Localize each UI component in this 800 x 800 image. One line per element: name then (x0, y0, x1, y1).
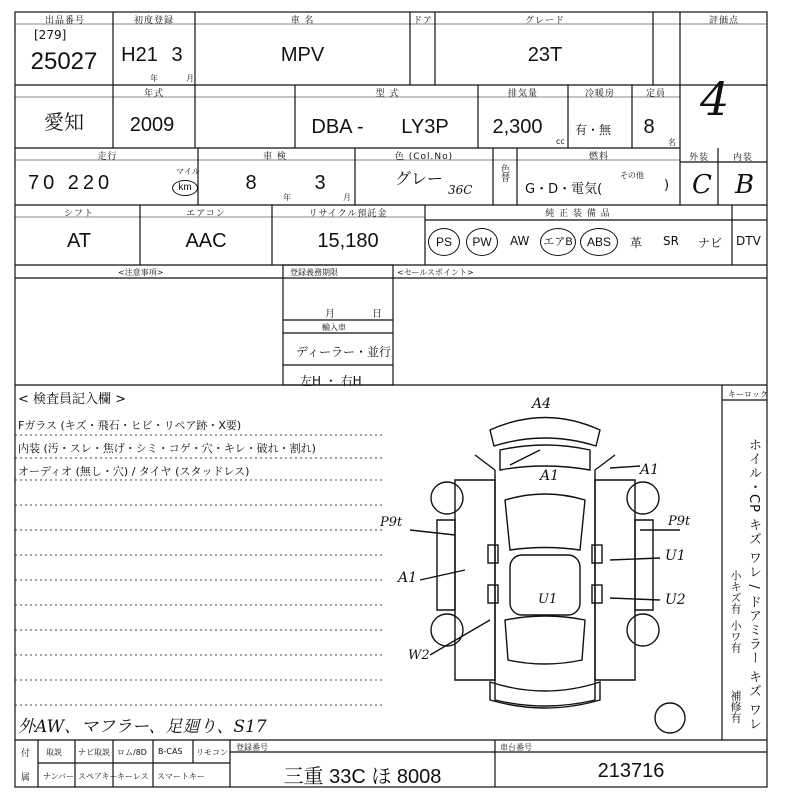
mark-u1-right: U1 (665, 548, 686, 564)
first-reg-label: 初度登録 (133, 16, 174, 26)
car-name: MPV (280, 44, 325, 66)
exterior-grade: C (692, 170, 712, 200)
model-code: LY3P (401, 116, 449, 138)
opt-remote: リモコン (196, 748, 228, 757)
shaken-year: 8 (245, 172, 257, 194)
ownership-day: 日 (372, 309, 382, 320)
import-label: 輸入車 (322, 323, 346, 332)
legend-small-scratch: 小キズ有 (729, 570, 742, 614)
accessory-label-1: 付 (21, 749, 31, 759)
equip-leather: 革 (630, 236, 643, 250)
prefecture: 愛知 (44, 112, 84, 134)
aircon-value: AAC (185, 230, 227, 252)
opt-navi-manual: ナビ取説 (78, 748, 110, 757)
equip-pw: PW (466, 228, 498, 256)
cc-unit: cc (556, 137, 565, 146)
equip-sr: SR (663, 234, 679, 248)
recycle-label: リサイクル預託金 (308, 209, 388, 219)
equip-airbag: エアB (540, 228, 576, 256)
key-lock-label: キーロック (728, 390, 768, 399)
opt-bcas: B-CAS (158, 747, 183, 756)
door-label: ドア (413, 16, 433, 26)
lot-no-label: 出品番号 (44, 16, 85, 26)
opt-keyless: キーレス (117, 772, 149, 781)
shift-value: AT (66, 230, 92, 252)
equip-dtv: DTV (736, 234, 761, 248)
reg-no-label: 登録番号 (236, 743, 268, 752)
fuel-other: その他 (620, 171, 644, 180)
displacement: 2,300 (492, 116, 543, 138)
equip-ps: PS (428, 228, 460, 256)
shaken-month: 3 (314, 172, 326, 194)
grade-label: グレード (524, 16, 565, 26)
equip-abs: ABS (580, 228, 618, 256)
mileage-label: 走行 (97, 152, 118, 162)
color-name: グレー (395, 171, 444, 188)
legend-repair: 補修有 (729, 690, 742, 723)
shaken-nen: 年 (283, 193, 291, 202)
opt-rom: ロム/8D (117, 748, 147, 757)
accessory-label-2: 属 (21, 773, 31, 783)
mark-a4-top: A4 (532, 396, 552, 412)
reg-no: 三重 33C ほ 8008 (283, 766, 442, 788)
mileage-mile: マイル (176, 167, 200, 176)
first-reg-nen: 年 (150, 74, 158, 83)
frame-no: 213716 (597, 760, 665, 782)
inspector-line-audio: オーディオ (無し・穴) / タイヤ (スタッドレス) (18, 465, 250, 478)
mark-w2-left: W2 (408, 648, 430, 663)
mark-a1-left: A1 (398, 570, 418, 586)
shaken-label: 車 検 (263, 152, 287, 162)
import-value: ディーラー・並行 (296, 345, 392, 359)
opt-manual: 取説 (46, 748, 62, 757)
displacement-label: 排気量 (507, 89, 538, 99)
ownership-label: 登録義務期限 (290, 268, 338, 277)
sales-point-label: <セールスポイント> (397, 268, 474, 277)
equipment-label: 純 正 装 備 品 (545, 209, 611, 219)
car-name-label: 車 名 (290, 16, 315, 26)
lot-number: 25027 (30, 48, 98, 75)
notes-label: <注意事項> (118, 268, 164, 277)
fuel-label: 燃料 (588, 152, 609, 162)
opt-spare-key: スペアキー (78, 772, 118, 781)
color-change: 色替 (499, 164, 509, 182)
model-year: 2009 (129, 114, 175, 136)
inspector-label: < 検査員記入欄 > (18, 392, 127, 407)
exterior-label: 外装 (688, 153, 709, 163)
interior-grade: B (735, 170, 755, 200)
mark-a1-left-top: A1 (540, 468, 560, 484)
first-reg-month: 3 (171, 44, 183, 66)
steering: 左H ・ 右H (300, 374, 362, 388)
inspector-line-interior: 内装 (汚・スレ・焦げ・シミ・コゲ・穴・キレ・破れ・割れ) (18, 442, 316, 455)
model-year-label: 年式 (143, 89, 164, 99)
aircon-label: エアコン (186, 209, 226, 219)
opt-smart-key: スマートキー (157, 772, 205, 781)
color-code: 36C (448, 183, 473, 197)
ac-options: 有・無 (575, 123, 612, 137)
equip-navi: ナビ (698, 236, 723, 250)
fuel-close: ) (664, 178, 670, 193)
legend-wheel-mirror: ホイル・CP キズ ワレ / ドアミラー キズ ワレ (746, 438, 761, 732)
recycle-fee: 15,180 (317, 230, 379, 252)
mark-p-right: P9t (668, 514, 691, 529)
ownership-month: 月 (325, 309, 335, 320)
capacity-label: 定員 (645, 89, 666, 99)
model-prefix: DBA - (311, 116, 364, 138)
opt-number: ナンバー (43, 772, 75, 781)
shaken-tsuki: 月 (343, 193, 351, 202)
handwritten-note: 外AW、マフラー、足廻り、S17 (18, 717, 267, 737)
mark-a1-right-top: A1 (640, 462, 660, 478)
capacity: 8 (643, 116, 655, 138)
mileage-unit-km: km (172, 180, 198, 196)
equip-aw: AW (510, 234, 530, 248)
rating-label: 評価点 (708, 16, 739, 26)
legend-small-dent: 小ワ有 (729, 620, 742, 653)
fuel-options: G・D・電気( (525, 182, 603, 197)
grade-value: 23T (527, 44, 563, 66)
inspector-line-glass: Fガラス (キズ・飛石・ヒビ・リペア跡・X要) (18, 419, 242, 432)
lot-bracket: [279] (34, 28, 67, 42)
type-label: 型 式 (375, 89, 400, 99)
interior-label: 内装 (732, 153, 753, 163)
first-reg-tsuki: 月 (186, 74, 194, 83)
rating-value: 4 (700, 72, 730, 126)
mileage-value: 70 220 (28, 172, 114, 194)
shift-label: シフト (63, 209, 94, 219)
mark-u2-right: U2 (665, 592, 686, 608)
mark-u1-center: U1 (538, 592, 558, 607)
capacity-unit: 名 (668, 138, 676, 147)
mark-p-left: P9t (380, 515, 403, 530)
color-label: 色 (Col.No) (394, 152, 454, 162)
first-reg-era: H21 (121, 44, 158, 66)
ac-label: 冷暖房 (584, 89, 615, 99)
frame-no-label: 車台番号 (500, 743, 532, 752)
